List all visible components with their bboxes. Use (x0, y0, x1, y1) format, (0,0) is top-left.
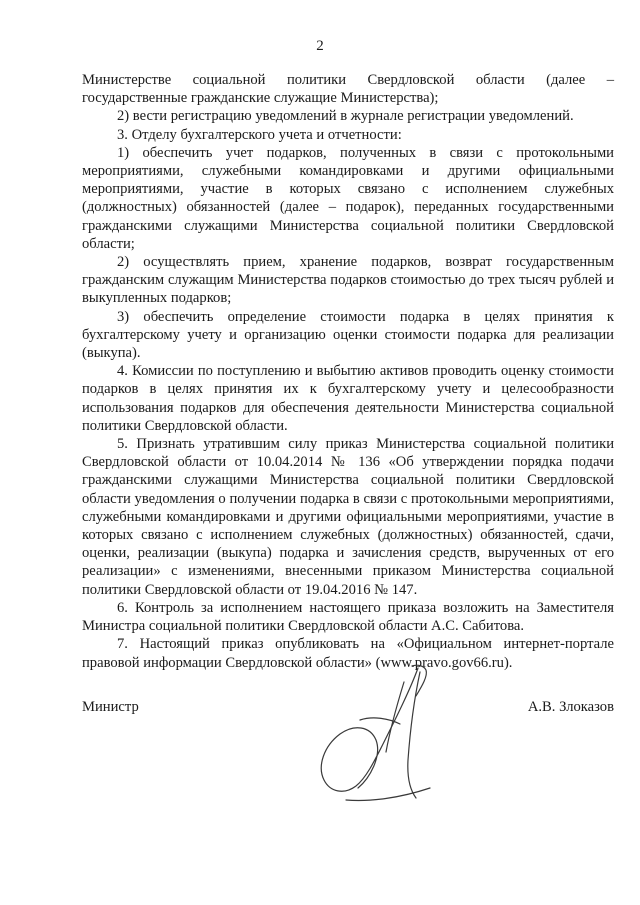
paragraph-section-7: 7. Настоящий приказ опубликовать на «Официальном интернет-портале правовой информации Свердловской области» (www.pravo.gov66.ru). (82, 636, 614, 671)
paragraph-continuation: Министерстве социальной политики Свердловской области (далее – государственные гражданские служащие Министерства); (82, 72, 614, 107)
page-number: 2 (316, 38, 324, 54)
paragraph-section-6: 6. Контроль за исполнением настоящего приказа возложить на Заместителя Министра социальной политики Свердловской области А.С. Сабитова. (82, 599, 614, 635)
paragraph-section-4: 4. Комиссии по поступлению и выбытию активов проводить оценку стоимости подарков в целях принятия их к бухгалтерскому учету и целесообразности использования подарков для обеспечения деятельности Министерства социальной политики Свердловской области. (82, 363, 614, 434)
paragraph-item-3-2: 2) осуществлять прием, хранение подарков, возврат государственным гражданским служащим Министерства подарков стоимостью до трех тысяч рублей и выкупленных подарков; (82, 254, 614, 307)
paragraph-item-2-registration: 2) вести регистрацию уведомлений в журнале регистрации уведомлений. (117, 108, 574, 125)
paragraph-item-3-3: 3) обеспечить определение стоимости подарка в целях принятия к бухгалтерскому учету и организацию оценки стоимости подарка для реализации (выкупа). (82, 308, 614, 362)
paragraph-section-5: 5. Признать утратившим силу приказ Министерства социальной политики Свердловской области от 10.04.2014 № 136 «Об утверждении порядка подачи гражданскими служащими Министерства социальной политики Свердловской области уведомления о получении подарка в связи с протокольными мероприятиями, служебными командировками и другими официальными мероприятиями, участие в которых связано с исполнением служебных (должностных) обязанностей, сдачи, оценки, реализации (выкупа) подарка и зачисления средств, вырученных от его реализации» с изменениями, внесенными приказом Министерства социальной политики Свердловской области от 19.04.2016 № 147. (82, 436, 614, 598)
paragraph-section-3-heading: 3. Отделу бухгалтерского учета и отчетности: (117, 126, 402, 143)
handwritten-signature-icon (300, 660, 460, 810)
paragraph-item-3-1: 1) обеспечить учет подарков, полученных в связи с протокольными мероприятиями, служебными командировками и другими официальными мероприятиями, участие в которых связано с исполнением служебных (должностных) обязанностей (далее – подарок), переданных государственными гражданскими служащими Министерства социальной политики Свердловской области; (82, 144, 614, 252)
signer-name: А.В. Злоказов (527, 699, 614, 715)
signer-title: Министр (82, 699, 139, 715)
document-body (82, 71, 614, 672)
